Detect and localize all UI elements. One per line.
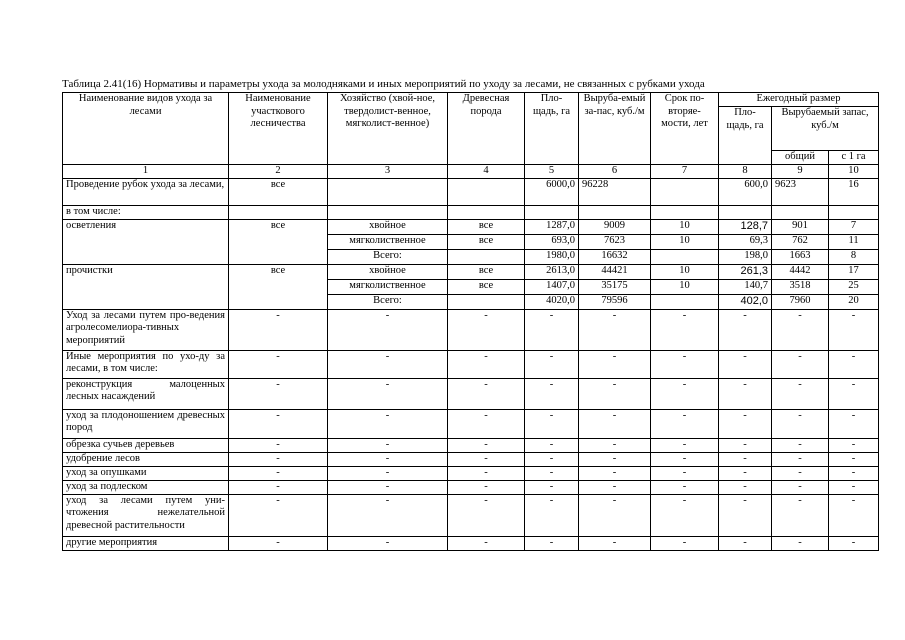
col-number: 4 bbox=[448, 165, 525, 179]
header-annual-per-ha: с 1 га bbox=[829, 151, 879, 165]
dash-cell: - bbox=[448, 438, 525, 452]
dash-cell: - bbox=[579, 409, 651, 438]
dash-cell: - bbox=[579, 452, 651, 466]
dash-cell: - bbox=[719, 452, 772, 466]
row-period: 10 bbox=[651, 234, 719, 249]
row-species: все bbox=[448, 264, 525, 279]
row-annual-per-ha: 8 bbox=[829, 249, 879, 264]
row-annual-total: 4442 bbox=[772, 264, 829, 279]
dash-cell: - bbox=[651, 309, 719, 350]
row-annual-area: 261,3 bbox=[719, 264, 772, 279]
row-annual-total: 9623 bbox=[772, 178, 829, 205]
dash-cell: - bbox=[651, 452, 719, 466]
row-stock: 35175 bbox=[579, 279, 651, 294]
dash-cell: - bbox=[829, 350, 879, 378]
row-name: Проведение рубок ухода за лесами, bbox=[63, 178, 229, 205]
row-name: Уход за лесами путем про-ведения агролесомелиора-тивных мероприятий bbox=[63, 309, 229, 350]
row-name: Иные мероприятия по ухо-ду за лесами, в том числе: bbox=[63, 350, 229, 378]
dash-cell: - bbox=[719, 536, 772, 550]
dash-cell: - bbox=[719, 466, 772, 480]
col-number: 9 bbox=[772, 165, 829, 179]
dash-cell: - bbox=[829, 466, 879, 480]
dash-cell: - bbox=[772, 409, 829, 438]
col-number: 10 bbox=[829, 165, 879, 179]
dash-cell: - bbox=[328, 494, 448, 536]
dash-cell: - bbox=[525, 438, 579, 452]
header-farm: Хозяйство (хвой-ное, твердолист-венное, мягколист-венное) bbox=[328, 93, 448, 165]
row-farm: мягколиственное bbox=[328, 234, 448, 249]
dash-cell: - bbox=[229, 536, 328, 550]
row-annual-total: 3518 bbox=[772, 279, 829, 294]
row-stock: 16632 bbox=[579, 249, 651, 264]
row-annual-per-ha: 17 bbox=[829, 264, 879, 279]
dash-cell: - bbox=[328, 438, 448, 452]
row-annual-per-ha: 20 bbox=[829, 294, 879, 309]
row-annual-area: 69,3 bbox=[719, 234, 772, 249]
dash-cell: - bbox=[229, 452, 328, 466]
row-area: 693,0 bbox=[525, 234, 579, 249]
dash-cell: - bbox=[328, 309, 448, 350]
dash-cell: - bbox=[651, 494, 719, 536]
row-species: все bbox=[448, 219, 525, 234]
dash-cell: - bbox=[229, 466, 328, 480]
header-annual-cut: Вырубаемый запас, куб./м bbox=[772, 107, 879, 151]
row-annual-area: 600,0 bbox=[719, 178, 772, 205]
table-row bbox=[63, 219, 879, 234]
row-annual-per-ha: 11 bbox=[829, 234, 879, 249]
dash-cell: - bbox=[829, 480, 879, 494]
header-period: Срок по-вторяе-мости, лет bbox=[651, 93, 719, 165]
row-name: в том числе: bbox=[63, 205, 229, 219]
row-area: 1287,0 bbox=[525, 219, 579, 234]
row-name: удобрение лесов bbox=[63, 452, 229, 466]
dash-cell: - bbox=[719, 438, 772, 452]
dash-cell: - bbox=[525, 309, 579, 350]
dash-cell: - bbox=[525, 452, 579, 466]
dash-cell: - bbox=[448, 452, 525, 466]
table-row bbox=[63, 438, 879, 452]
dash-cell: - bbox=[719, 309, 772, 350]
dash-cell: - bbox=[651, 466, 719, 480]
table-row bbox=[63, 480, 879, 494]
dash-cell: - bbox=[772, 438, 829, 452]
col-number: 1 bbox=[63, 165, 229, 179]
row-annual-total: 762 bbox=[772, 234, 829, 249]
row-area: 1407,0 bbox=[525, 279, 579, 294]
table-row bbox=[63, 205, 879, 219]
dash-cell: - bbox=[448, 480, 525, 494]
row-total-label: Всего: bbox=[328, 294, 448, 309]
dash-cell: - bbox=[448, 350, 525, 378]
table-row bbox=[63, 350, 879, 378]
dash-cell: - bbox=[328, 409, 448, 438]
dash-cell: - bbox=[579, 466, 651, 480]
row-period: 10 bbox=[651, 279, 719, 294]
dash-cell: - bbox=[328, 452, 448, 466]
row-annual-per-ha: 7 bbox=[829, 219, 879, 234]
col-number: 5 bbox=[525, 165, 579, 179]
dash-cell: - bbox=[579, 350, 651, 378]
dash-cell: - bbox=[829, 409, 879, 438]
row-annual-area: 128,7 bbox=[719, 219, 772, 234]
dash-cell: - bbox=[525, 536, 579, 550]
dash-cell: - bbox=[579, 438, 651, 452]
dash-cell: - bbox=[229, 409, 328, 438]
dash-cell: - bbox=[651, 350, 719, 378]
header-annual-area: Пло-щадь, га bbox=[719, 107, 772, 165]
dash-cell: - bbox=[829, 494, 879, 536]
table-row bbox=[63, 264, 879, 279]
dash-cell: - bbox=[772, 536, 829, 550]
table-row bbox=[63, 536, 879, 550]
dash-cell: - bbox=[229, 480, 328, 494]
dash-cell: - bbox=[829, 452, 879, 466]
dash-cell: - bbox=[829, 536, 879, 550]
row-period: 10 bbox=[651, 264, 719, 279]
row-farm: мягколиственное bbox=[328, 279, 448, 294]
row-farm: хвойное bbox=[328, 219, 448, 234]
table-caption: Таблица 2.41(16) Нормативы и параметры ухода за молодняками и иных мероприятий по уходу за лесами, не связанных с рубками ухода bbox=[62, 78, 705, 90]
row-stock: 44421 bbox=[579, 264, 651, 279]
header-area: Пло-щадь, га bbox=[525, 93, 579, 165]
row-area: 6000,0 bbox=[525, 178, 579, 205]
col-number: 8 bbox=[719, 165, 772, 179]
row-name: реконструкция малоценных лесных насаждений bbox=[63, 378, 229, 409]
table-row bbox=[63, 409, 879, 438]
header-annual-total: общий bbox=[772, 151, 829, 165]
dash-cell: - bbox=[829, 378, 879, 409]
col-number: 2 bbox=[229, 165, 328, 179]
dash-cell: - bbox=[579, 480, 651, 494]
row-annual-total: 901 bbox=[772, 219, 829, 234]
row-name: осветления bbox=[63, 219, 229, 264]
dash-cell: - bbox=[772, 378, 829, 409]
col-number: 3 bbox=[328, 165, 448, 179]
dash-cell: - bbox=[651, 378, 719, 409]
table-row bbox=[63, 494, 879, 536]
dash-cell: - bbox=[579, 536, 651, 550]
dash-cell: - bbox=[328, 378, 448, 409]
dash-cell: - bbox=[719, 480, 772, 494]
col-number: 7 bbox=[651, 165, 719, 179]
column-numbers-row bbox=[63, 165, 879, 179]
dash-cell: - bbox=[448, 409, 525, 438]
row-forestry: все bbox=[229, 219, 328, 264]
row-name: прочистки bbox=[63, 264, 229, 309]
row-annual-per-ha: 25 bbox=[829, 279, 879, 294]
dash-cell: - bbox=[772, 309, 829, 350]
row-stock: 79596 bbox=[579, 294, 651, 309]
dash-cell: - bbox=[829, 438, 879, 452]
row-annual-per-ha: 16 bbox=[829, 178, 879, 205]
dash-cell: - bbox=[229, 309, 328, 350]
row-total-label: Всего: bbox=[328, 249, 448, 264]
dash-cell: - bbox=[328, 536, 448, 550]
row-name: обрезка сучьев деревьев bbox=[63, 438, 229, 452]
dash-cell: - bbox=[525, 494, 579, 536]
dash-cell: - bbox=[579, 494, 651, 536]
table-row bbox=[63, 378, 879, 409]
dash-cell: - bbox=[651, 480, 719, 494]
row-name: уход за плодоношением древесных пород bbox=[63, 409, 229, 438]
row-annual-area: 140,7 bbox=[719, 279, 772, 294]
row-name: уход за подлеском bbox=[63, 480, 229, 494]
dash-cell: - bbox=[229, 378, 328, 409]
dash-cell: - bbox=[525, 480, 579, 494]
dash-cell: - bbox=[772, 494, 829, 536]
dash-cell: - bbox=[772, 350, 829, 378]
row-stock: 9009 bbox=[579, 219, 651, 234]
row-annual-area: 402,0 bbox=[719, 294, 772, 309]
dash-cell: - bbox=[448, 378, 525, 409]
row-area: 2613,0 bbox=[525, 264, 579, 279]
dash-cell: - bbox=[651, 438, 719, 452]
table-row bbox=[63, 309, 879, 350]
table-row bbox=[63, 178, 879, 205]
dash-cell: - bbox=[525, 466, 579, 480]
row-area: 4020,0 bbox=[525, 294, 579, 309]
row-stock: 96228 bbox=[579, 178, 651, 205]
row-period: 10 bbox=[651, 219, 719, 234]
table-row bbox=[63, 452, 879, 466]
header-care-type: Наименование видов ухода за лесами bbox=[63, 93, 229, 165]
dash-cell: - bbox=[579, 378, 651, 409]
dash-cell: - bbox=[772, 466, 829, 480]
dash-cell: - bbox=[448, 466, 525, 480]
dash-cell: - bbox=[525, 409, 579, 438]
row-annual-total: 7960 bbox=[772, 294, 829, 309]
row-annual-total: 1663 bbox=[772, 249, 829, 264]
row-forestry: все bbox=[229, 264, 328, 309]
header-annual: Ежегодный размер bbox=[719, 93, 879, 107]
dash-cell: - bbox=[772, 452, 829, 466]
dash-cell: - bbox=[651, 536, 719, 550]
dash-cell: - bbox=[719, 494, 772, 536]
row-name: уход за опушками bbox=[63, 466, 229, 480]
dash-cell: - bbox=[525, 378, 579, 409]
row-area: 1980,0 bbox=[525, 249, 579, 264]
header-stock: Выруба-емый за-пас, куб./м bbox=[579, 93, 651, 165]
row-name: уход за лесами путем уни-чтожения нежелательной древесной растительности bbox=[63, 494, 229, 536]
dash-cell: - bbox=[229, 494, 328, 536]
col-number: 6 bbox=[579, 165, 651, 179]
table-row bbox=[63, 466, 879, 480]
dash-cell: - bbox=[719, 350, 772, 378]
dash-cell: - bbox=[651, 409, 719, 438]
row-name: другие мероприятия bbox=[63, 536, 229, 550]
row-species: все bbox=[448, 279, 525, 294]
dash-cell: - bbox=[328, 480, 448, 494]
dash-cell: - bbox=[448, 309, 525, 350]
row-species: все bbox=[448, 234, 525, 249]
dash-cell: - bbox=[328, 466, 448, 480]
header-forestry: Наименование участкового лесничества bbox=[229, 93, 328, 165]
dash-cell: - bbox=[829, 309, 879, 350]
dash-cell: - bbox=[719, 409, 772, 438]
row-farm: хвойное bbox=[328, 264, 448, 279]
dash-cell: - bbox=[719, 378, 772, 409]
forest-care-table bbox=[62, 92, 879, 551]
dash-cell: - bbox=[525, 350, 579, 378]
other-measures bbox=[63, 309, 879, 550]
row-stock: 7623 bbox=[579, 234, 651, 249]
dash-cell: - bbox=[229, 350, 328, 378]
dash-cell: - bbox=[328, 350, 448, 378]
dash-cell: - bbox=[448, 536, 525, 550]
row-annual-area: 198,0 bbox=[719, 249, 772, 264]
dash-cell: - bbox=[229, 438, 328, 452]
row-forestry: все bbox=[229, 178, 328, 205]
dash-cell: - bbox=[448, 494, 525, 536]
dash-cell: - bbox=[772, 480, 829, 494]
header-species: Древесная порода bbox=[448, 93, 525, 165]
dash-cell: - bbox=[579, 309, 651, 350]
